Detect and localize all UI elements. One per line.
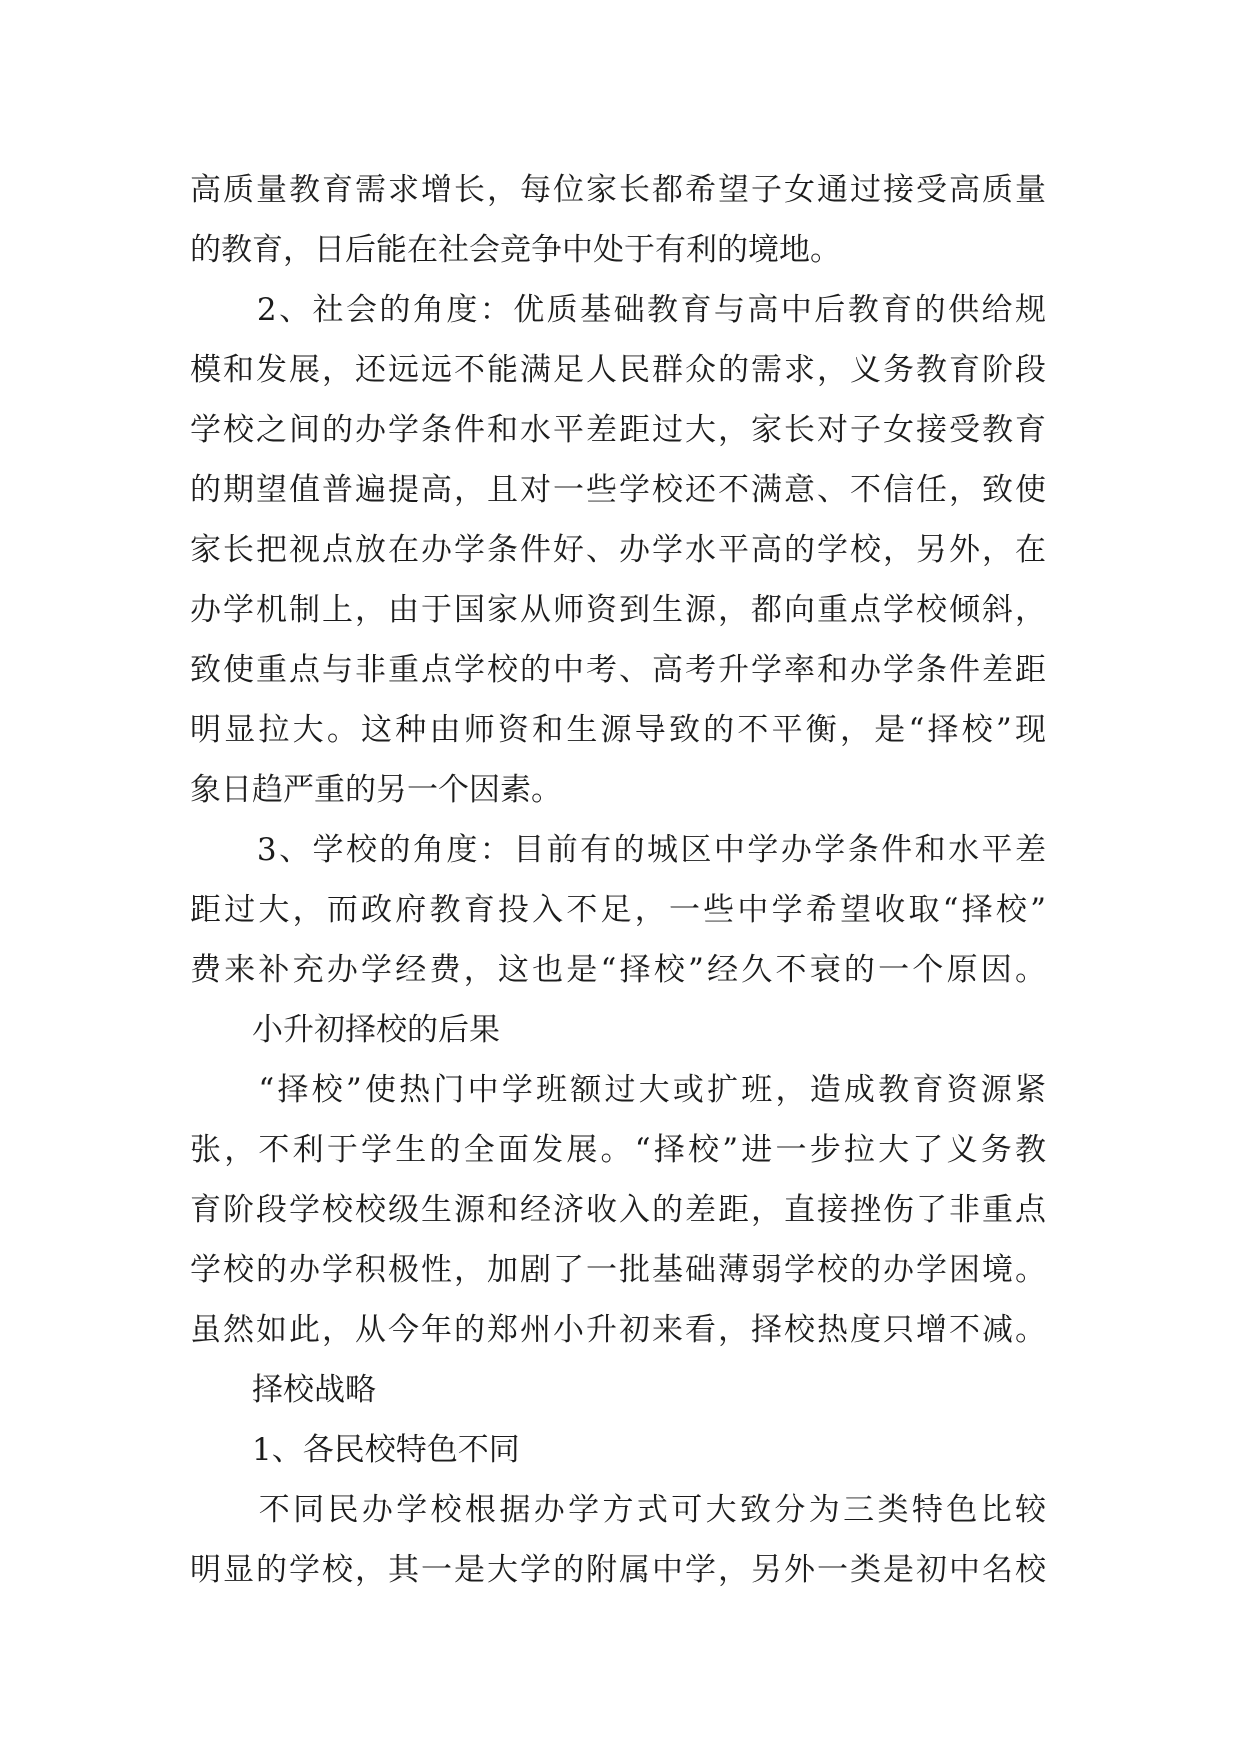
text-line: 明显的学校，其一是大学的附属中学，另外一类是初中名校 (190, 1552, 1046, 1588)
text-line: 育阶段学校校级生源和经济收入的差距，直接挫伤了非重点 (190, 1192, 1046, 1228)
text-line: 致使重点与非重点学校的中考、高考升学率和办学条件差距 (190, 652, 1046, 688)
text-line: 2、社会的角度：优质基础教育与高中后教育的供给规 (190, 292, 1046, 328)
text-line: 高质量教育需求增长，每位家长都希望子女通过接受高质量 (190, 172, 1046, 208)
section-heading: 小升初择校的后果 (190, 1012, 500, 1048)
text-line: 家长把视点放在办学条件好、办学水平高的学校，另外，在 (190, 532, 1046, 568)
text-line: 的期望值普遍提高，且对一些学校还不满意、不信任，致使 (190, 472, 1046, 508)
text-line: 费来补充办学经费，这也是“择校”经久不衰的一个原因。 (190, 952, 1046, 988)
text-line: 办学机制上，由于国家从师资到生源，都向重点学校倾斜， (190, 592, 1046, 628)
text-line: 不同民办学校根据办学方式可大致分为三类特色比较 (190, 1492, 1046, 1528)
text-line: 明显拉大。这种由师资和生源导致的不平衡，是“择校”现 (190, 712, 1046, 748)
section-heading: 择校战略 (190, 1372, 376, 1408)
text-line: 的教育，日后能在社会竞争中处于有利的境地。 (190, 232, 841, 268)
text-line: 学校的办学积极性，加剧了一批基础薄弱学校的办学困境。 (190, 1252, 1046, 1288)
text-line: 学校之间的办学条件和水平差距过大，家长对子女接受教育 (190, 412, 1046, 448)
text-line: 象日趋严重的另一个因素。 (190, 772, 562, 808)
text-line: 虽然如此，从今年的郑州小升初来看，择校热度只增不减。 (190, 1312, 1046, 1348)
body-text (190, 160, 1046, 1600)
subsection-heading: 1、各民校特色不同 (190, 1432, 520, 1468)
text-line: 3、学校的角度：目前有的城区中学办学条件和水平差 (190, 832, 1046, 868)
text-line: 张，不利于学生的全面发展。“择校”进一步拉大了义务教 (190, 1132, 1046, 1168)
text-line: 模和发展，还远远不能满足人民群众的需求，义务教育阶段 (190, 352, 1046, 388)
text-line: “择校”使热门中学班额过大或扩班，造成教育资源紧 (190, 1072, 1046, 1108)
text-line: 距过大，而政府教育投入不足，一些中学希望收取“择校” (190, 892, 1046, 928)
